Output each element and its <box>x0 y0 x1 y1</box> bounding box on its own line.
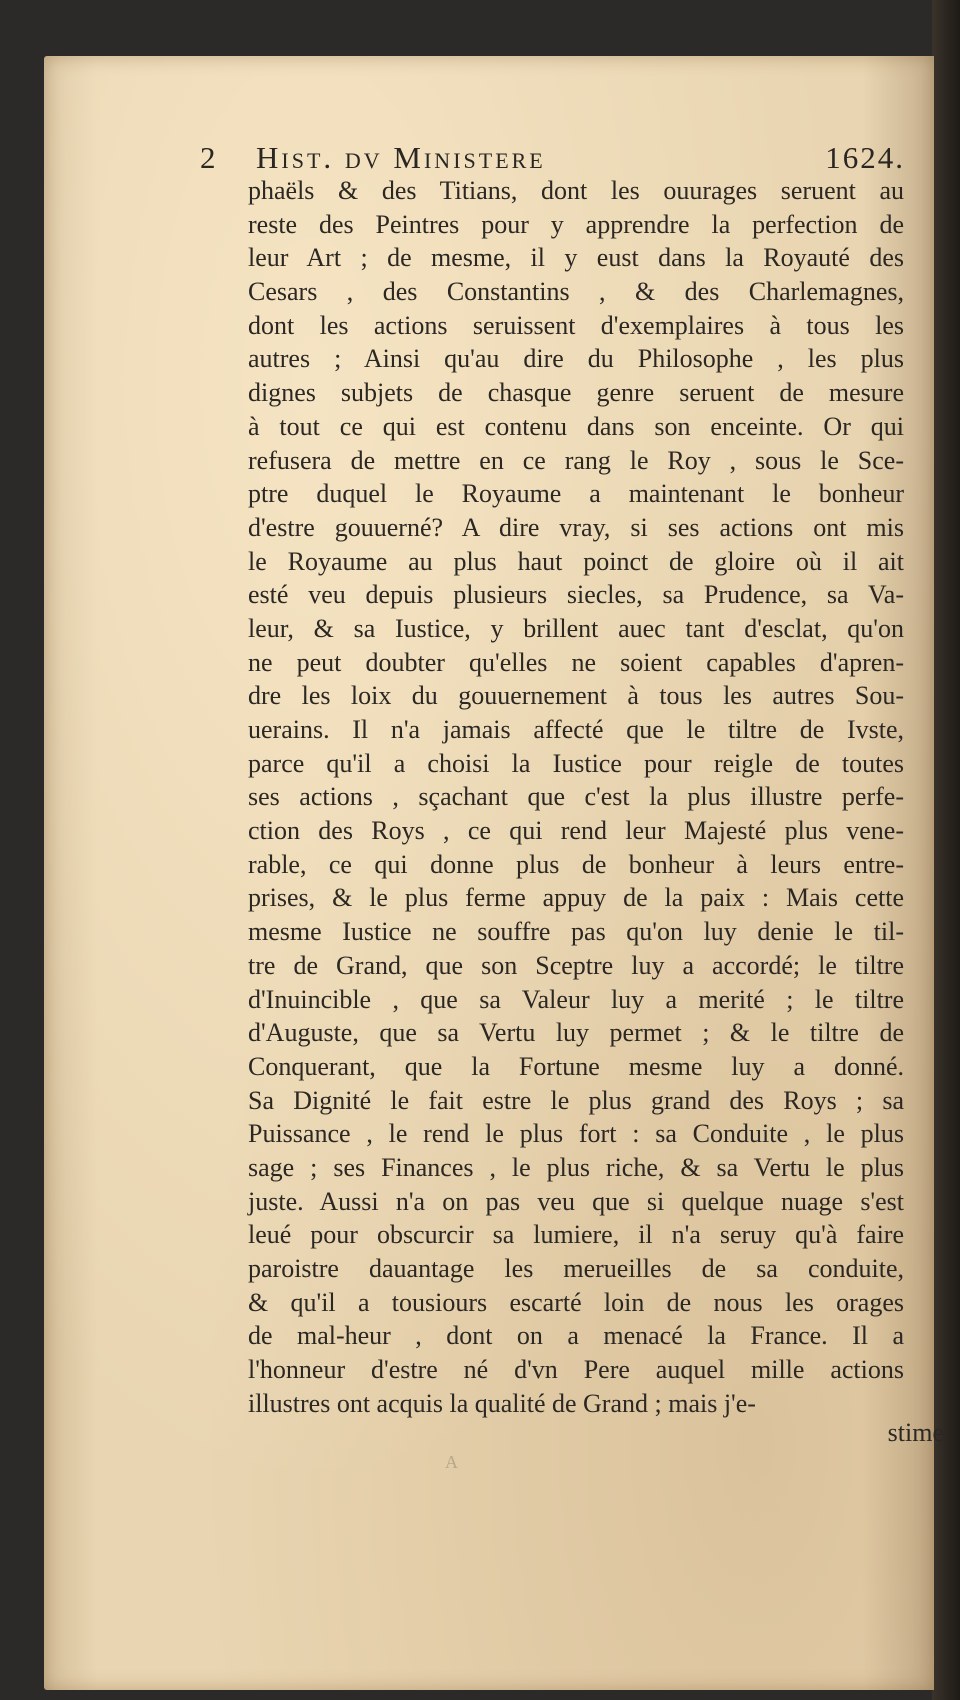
text-line: leur Art ; de mesme, il y eust dans la Royauté des <box>248 243 904 273</box>
text-line: l'honneur d'estre né d'vn Pere auquel mille actions <box>248 1355 904 1385</box>
text-line: d'estre gouuerné? A dire vray, si ses actions ont mis <box>248 512 904 542</box>
text-line: Cesars , des Constantins , & des Charlemagnes, <box>248 277 904 307</box>
text-line: & qu'il a tousiours escarté loin de nous les orages <box>248 1287 904 1317</box>
running-year: 1624. <box>825 140 905 175</box>
text-line: d'Inuincible , que sa Valeur luy a merité ; le tiltre <box>248 984 904 1014</box>
body-text <box>248 174 904 1420</box>
text-line: Puissance , le rend le plus fort : sa Conduite , le plus <box>248 1119 904 1149</box>
text-line: tre de Grand, que son Sceptre luy a accordé; le tiltre <box>248 950 904 980</box>
text-line: ne peut doubter qu'elles ne soient capables d'apren- <box>248 647 904 677</box>
page-number: 2 <box>200 140 218 175</box>
text-line: sage ; ses Finances , le plus riche, & sa Vertu le plus <box>248 1152 904 1182</box>
text-line: phaëls & des Titians, dont les ouurages seruent au <box>248 176 904 205</box>
text-line: Sa Dignité le fait estre le plus grand des Roys ; sa <box>248 1085 904 1115</box>
text-line: le Royaume au plus haut poinct de gloire où il ait <box>248 546 904 576</box>
text-line: ction des Roys , ce qui rend leur Majesté plus vene- <box>248 816 904 846</box>
text-line: juste. Aussi n'a on pas veu que si quelque nuage s'est <box>248 1186 904 1216</box>
text-line: ptre duquel le Royaume a maintenant le bonheur <box>248 479 904 509</box>
text-line: prises, & le plus ferme appuy de la paix : Mais cette <box>248 883 904 913</box>
text-line: leué pour obscurcir sa lumiere, il n'a seruy qu'à faire <box>248 1220 904 1250</box>
text-line: autres ; Ainsi qu'au dire du Philosophe , les plus <box>248 344 904 374</box>
text-line: parce qu'il a choisi la Iustice pour reigle de toutes <box>248 748 904 778</box>
text-line: paroistre dauantage les merueilles de sa conduite, <box>248 1254 904 1283</box>
text-line: uerains. Il n'a jamais affecté que le tiltre de Ivste, <box>248 715 904 744</box>
text-line: dignes subjets de chasque genre seruent de mesure <box>248 378 904 408</box>
text-line: esté veu depuis plusieurs siecles, sa Prudence, sa Va- <box>248 580 904 610</box>
text-line: Conquerant, que la Fortune mesme luy a donné. <box>248 1051 904 1081</box>
text-line: ses actions , sçachant que c'est la plus illustre perfe- <box>248 782 904 812</box>
text-line: rable, ce qui donne plus de bonheur à leurs entre- <box>248 849 904 879</box>
running-title: Hist. dv Ministere <box>256 140 546 175</box>
text-line: de mal-heur , dont on a menacé la France. Il a <box>248 1321 904 1351</box>
text-line: à tout ce qui est contenu dans son enceinte. Or qui <box>248 411 904 441</box>
text-line: d'Auguste, que sa Vertu luy permet ; & le tiltre de <box>248 1018 904 1048</box>
text-line: mesme Iustice ne souffre pas qu'on luy denie le til- <box>248 917 904 947</box>
text-line: dont les actions seruissent d'exemplaires à tous les <box>248 310 904 340</box>
catchword: stime <box>887 1418 944 1447</box>
signature-mark: A <box>445 1452 458 1472</box>
text-line: dre les loix du gouuernement à tous les autres Sou- <box>248 681 904 711</box>
text-line: reste des Peintres pour y apprendre la perfection de <box>248 209 904 239</box>
text-line: refusera de mettre en ce rang le Roy , sous le Sce- <box>248 445 904 475</box>
text-line: leur, & sa Iustice, y brillent auec tant d'esclat, qu'on <box>248 613 904 643</box>
text-line: illustres ont acquis la qualité de Grand ; mais j'e- <box>248 1388 756 1418</box>
